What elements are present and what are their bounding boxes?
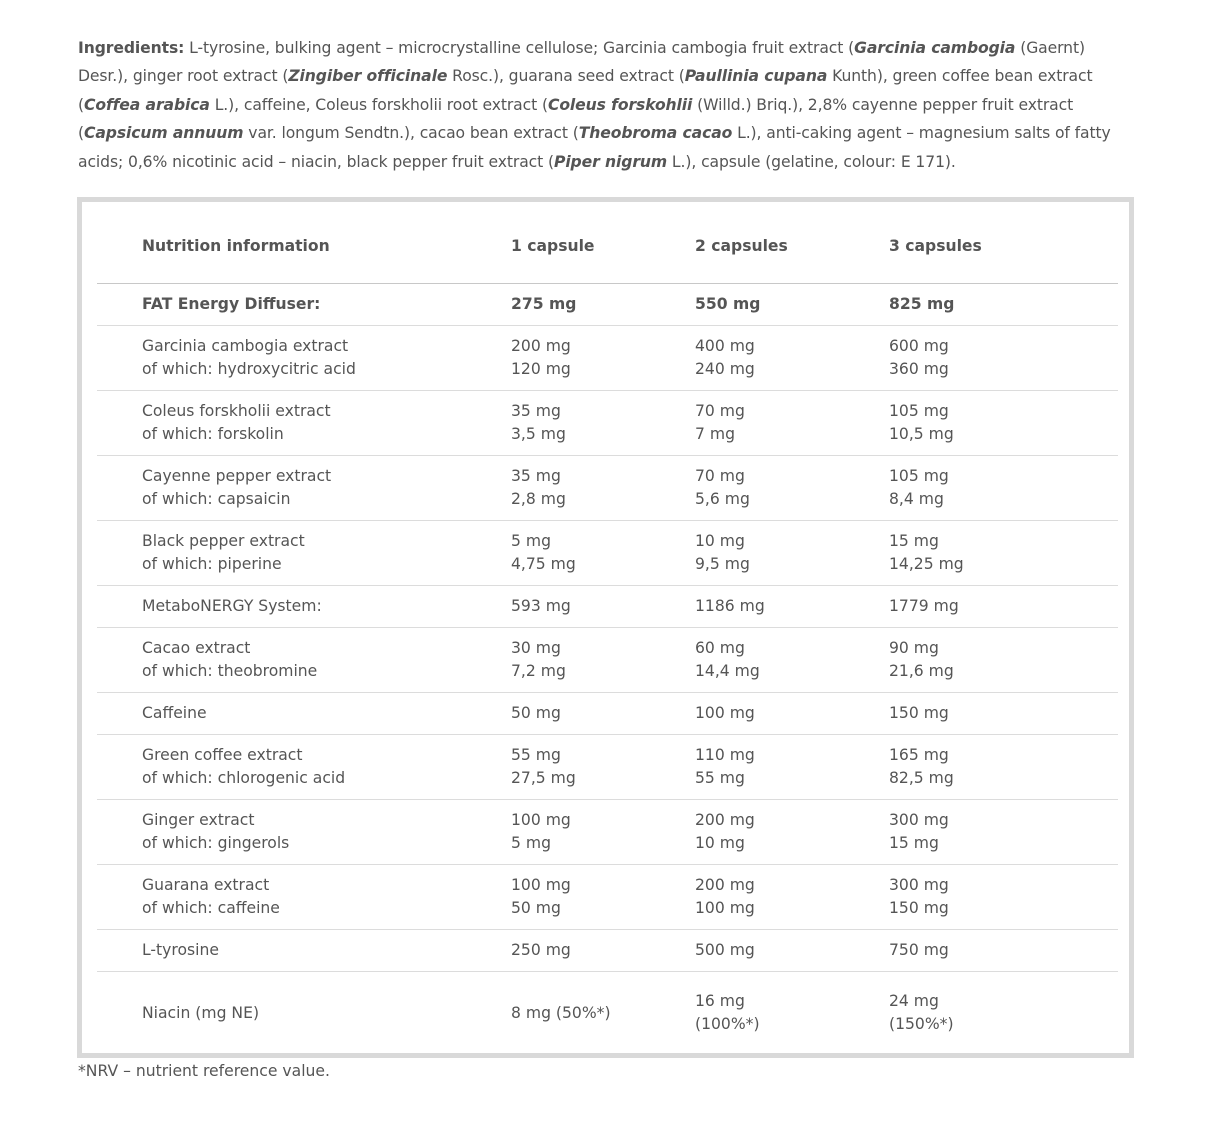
table-spacer-cell	[97, 520, 142, 585]
cell-line: 5,6 mg	[695, 489, 750, 508]
cell-line: (100%*)	[695, 1015, 760, 1033]
cell-line: 105 mg	[889, 401, 949, 420]
value-1-capsule	[511, 799, 695, 864]
table-spacer-cell	[97, 325, 142, 390]
cell-line: of which: hydroxycitric acid	[142, 359, 356, 378]
cell-line: 100 mg	[511, 875, 571, 894]
cell-line: Green coffee extract	[142, 745, 303, 764]
table-row	[97, 734, 1118, 799]
cell-line: 750 mg	[889, 940, 949, 959]
cell-line: Ginger extract	[142, 810, 255, 829]
value-2-capsules	[695, 627, 889, 692]
value-1-capsule	[511, 929, 695, 971]
cell-line: Cacao extract	[142, 638, 251, 657]
value-1-capsule	[511, 734, 695, 799]
table-spacer-cell	[97, 221, 142, 283]
ingredients-fragment: L.), caffeine, Coleus forskholii root extract (	[209, 95, 548, 114]
cell-line: 15 mg	[889, 833, 939, 852]
value-3-capsules	[889, 283, 1118, 325]
nutrition-table-frame	[77, 197, 1134, 1058]
table-row	[97, 325, 1118, 390]
cell-line: 15 mg	[889, 531, 939, 550]
value-1-capsule	[511, 627, 695, 692]
nutrient-name	[142, 455, 511, 520]
nutrient-name	[142, 864, 511, 929]
cell-line: 10 mg	[695, 833, 745, 852]
cell-line: 50 mg	[511, 898, 561, 917]
cell-line: 250 mg	[511, 940, 571, 959]
value-1-capsule	[511, 692, 695, 734]
cell-line: 9,5 mg	[695, 554, 750, 573]
value-3-capsules	[889, 455, 1118, 520]
header-nutrition-information: Nutrition information	[142, 221, 511, 283]
value-2-capsules	[695, 692, 889, 734]
value-1-capsule	[511, 325, 695, 390]
value-2-capsules	[695, 864, 889, 929]
cell-line: 105 mg	[889, 466, 949, 485]
cell-line: 593 mg	[511, 596, 571, 615]
cell-line: MetaboNERGY System:	[142, 596, 322, 615]
value-2-capsules	[695, 325, 889, 390]
cell-line: 5 mg	[511, 531, 551, 550]
cell-line: 200 mg	[511, 336, 571, 355]
table-spacer-cell	[97, 455, 142, 520]
cell-line: (150%*)	[889, 1015, 954, 1033]
value-1-capsule	[511, 864, 695, 929]
cell-line: 120 mg	[511, 359, 571, 378]
cell-line: 5 mg	[511, 833, 551, 852]
value-2-capsules	[695, 283, 889, 325]
cell-line: 825 mg	[889, 294, 955, 313]
ingredients-fragment: L.), anti-caking agent – magnesium salts of fatty acids; 0,6% nicotinic acid – niacin, black pepper fruit extract (	[78, 124, 1111, 171]
cell-line: 14,25 mg	[889, 554, 964, 573]
ingredients-fragment: L-tyrosine, bulking agent – microcrystalline cellulose; Garcinia cambogia fruit extract (	[184, 39, 855, 57]
cell-line: 100 mg	[695, 898, 755, 917]
cell-line: 100 mg	[695, 703, 755, 722]
cell-line: 7,2 mg	[511, 661, 566, 680]
table-spacer-cell	[97, 799, 142, 864]
cell-line: of which: chlorogenic acid	[142, 768, 346, 787]
ingredients-fragment: Rosc.), guarana seed extract (	[447, 67, 685, 86]
value-3-capsules	[889, 734, 1118, 799]
botanical-name: Zingiber officinale	[288, 67, 448, 86]
cell-line: of which: caffeine	[142, 898, 280, 917]
cell-line: 27,5 mg	[511, 768, 576, 787]
value-1-capsule	[511, 971, 695, 1055]
table-spacer-cell	[97, 390, 142, 455]
cell-line: 70 mg	[695, 401, 745, 420]
cell-line: FAT Energy Diffuser:	[142, 294, 321, 313]
nutrient-name	[142, 325, 511, 390]
value-2-capsules	[695, 455, 889, 520]
ingredients-fragment: L.), capsule (gelatine, colour: E 171).	[667, 152, 956, 171]
cell-line: of which: capsaicin	[142, 489, 291, 508]
cell-line: 30 mg	[511, 638, 561, 657]
cell-line: of which: gingerols	[142, 833, 290, 852]
value-2-capsules	[695, 734, 889, 799]
value-1-capsule	[511, 520, 695, 585]
table-spacer-cell	[97, 864, 142, 929]
cell-line: 165 mg	[889, 745, 949, 764]
table-row	[97, 929, 1118, 971]
table-row	[97, 520, 1118, 585]
nutrient-name	[142, 283, 511, 325]
ingredients-label: Ingredients:	[78, 39, 185, 57]
ingredients-fragment: (Willd.) Briq.), 2,8% cayenne pepper fruit extract (	[78, 95, 1074, 143]
table-row	[97, 799, 1118, 864]
cell-line: 3,5 mg	[511, 424, 566, 443]
ingredients-fragment: var. longum Sendtn.), cacao bean extract (	[243, 124, 579, 143]
table-spacer-cell	[97, 692, 142, 734]
table-row	[97, 585, 1118, 627]
header-3-capsules: 3 capsules	[889, 221, 1118, 283]
value-1-capsule	[511, 585, 695, 627]
cell-line: of which: piperine	[142, 554, 282, 573]
value-3-capsules	[889, 864, 1118, 929]
cell-line: 10,5 mg	[889, 424, 954, 443]
cell-line: 50 mg	[511, 703, 561, 722]
botanical-name: Theobroma cacao	[578, 124, 733, 143]
value-2-capsules	[695, 971, 889, 1055]
header-2-capsules: 2 capsules	[695, 221, 889, 283]
value-1-capsule	[511, 283, 695, 325]
cell-line: 35 mg	[511, 466, 561, 485]
table-row	[97, 390, 1118, 455]
table-row	[97, 971, 1118, 1055]
botanical-name: Coffea arabica	[83, 95, 210, 114]
table-spacer-cell	[97, 627, 142, 692]
cell-line: Niacin (mg NE)	[142, 1003, 260, 1022]
cell-line: Caffeine	[142, 703, 207, 722]
cell-line: 7 mg	[695, 424, 735, 443]
cell-line: 60 mg	[695, 638, 745, 657]
table-spacer-cell	[97, 283, 142, 325]
value-2-capsules	[695, 929, 889, 971]
cell-line: 550 mg	[695, 294, 761, 313]
cell-line: 90 mg	[889, 638, 939, 657]
cell-line: 70 mg	[695, 466, 745, 485]
value-3-capsules	[889, 585, 1118, 627]
value-2-capsules	[695, 585, 889, 627]
value-1-capsule	[511, 455, 695, 520]
nutrient-name	[142, 799, 511, 864]
value-3-capsules	[889, 390, 1118, 455]
botanical-name: Piper nigrum	[553, 152, 668, 171]
cell-line: of which: theobromine	[142, 661, 318, 680]
cell-line: 55 mg	[695, 768, 745, 787]
ingredients-text	[78, 39, 1111, 171]
value-3-capsules	[889, 971, 1118, 1055]
cell-line: 82,5 mg	[889, 768, 954, 787]
cell-line: Cayenne pepper extract	[142, 466, 332, 485]
table-row	[97, 455, 1118, 520]
cell-line: 21,6 mg	[889, 661, 954, 680]
cell-line: Coleus forskholii extract	[142, 401, 331, 420]
value-2-capsules	[695, 390, 889, 455]
cell-line: 35 mg	[511, 401, 561, 420]
cell-line: 10 mg	[695, 531, 745, 550]
cell-line: 100 mg	[511, 810, 571, 829]
value-3-capsules	[889, 799, 1118, 864]
cell-line: 16 mg	[695, 992, 745, 1010]
nutrient-name	[142, 520, 511, 585]
value-3-capsules	[889, 692, 1118, 734]
table-row	[97, 627, 1118, 692]
value-2-capsules	[695, 520, 889, 585]
table-header-row	[97, 221, 1118, 283]
cell-line: 150 mg	[889, 898, 949, 917]
cell-line: 500 mg	[695, 940, 755, 959]
nutrient-name	[142, 971, 511, 1055]
ingredients-paragraph	[78, 34, 1128, 176]
nutrient-name	[142, 929, 511, 971]
cell-line: 1186 mg	[695, 596, 765, 615]
value-3-capsules	[889, 325, 1118, 390]
table-row	[97, 283, 1118, 325]
table-row	[97, 692, 1118, 734]
cell-line: 1779 mg	[889, 596, 959, 615]
cell-line: 8 mg (50%*)	[511, 1003, 611, 1022]
botanical-name: Garcinia cambogia	[854, 39, 1016, 57]
cell-line: 8,4 mg	[889, 489, 944, 508]
header-1-capsule: 1 capsule	[511, 221, 695, 283]
cell-line: 2,8 mg	[511, 489, 566, 508]
cell-line: 200 mg	[695, 810, 755, 829]
table-spacer-cell	[97, 971, 142, 1055]
nutrition-table	[97, 221, 1118, 1055]
cell-line: 360 mg	[889, 359, 949, 378]
value-3-capsules	[889, 520, 1118, 585]
cell-line: 400 mg	[695, 336, 755, 355]
ingredients-fragment: (Gaernt) Desr.), ginger root extract (	[78, 39, 1085, 86]
table-spacer-cell	[97, 585, 142, 627]
cell-line: 200 mg	[695, 875, 755, 894]
cell-line: 24 mg	[889, 992, 939, 1010]
value-3-capsules	[889, 627, 1118, 692]
cell-line: L-tyrosine	[142, 940, 219, 959]
table-spacer-cell	[97, 734, 142, 799]
cell-line: 150 mg	[889, 703, 949, 722]
nrv-footnote: *NRV – nutrient reference value.	[78, 1062, 330, 1080]
nutrient-name	[142, 390, 511, 455]
cell-line: 275 mg	[511, 294, 577, 313]
cell-line: 4,75 mg	[511, 554, 576, 573]
table-row	[97, 864, 1118, 929]
value-3-capsules	[889, 929, 1118, 971]
value-1-capsule	[511, 390, 695, 455]
nutrient-name	[142, 692, 511, 734]
botanical-name: Capsicum annuum	[83, 124, 244, 143]
cell-line: of which: forskolin	[142, 424, 284, 443]
cell-line: 600 mg	[889, 336, 949, 355]
nutrient-name	[142, 627, 511, 692]
cell-line: 300 mg	[889, 810, 949, 829]
cell-line: Black pepper extract	[142, 531, 305, 550]
cell-line: 14,4 mg	[695, 661, 760, 680]
table-spacer-cell	[97, 929, 142, 971]
cell-line: Guarana extract	[142, 875, 270, 894]
cell-line: 55 mg	[511, 745, 561, 764]
nutrient-name	[142, 585, 511, 627]
cell-line: 300 mg	[889, 875, 949, 894]
value-2-capsules	[695, 799, 889, 864]
ingredients-fragment: Kunth), green coffee bean extract (	[78, 67, 1093, 114]
cell-line: Garcinia cambogia extract	[142, 336, 349, 355]
cell-line: 240 mg	[695, 359, 755, 378]
nutrient-name	[142, 734, 511, 799]
botanical-name: Coleus forskohlii	[547, 95, 693, 114]
cell-line: 110 mg	[695, 745, 755, 764]
botanical-name: Paullinia cupana	[684, 67, 828, 86]
